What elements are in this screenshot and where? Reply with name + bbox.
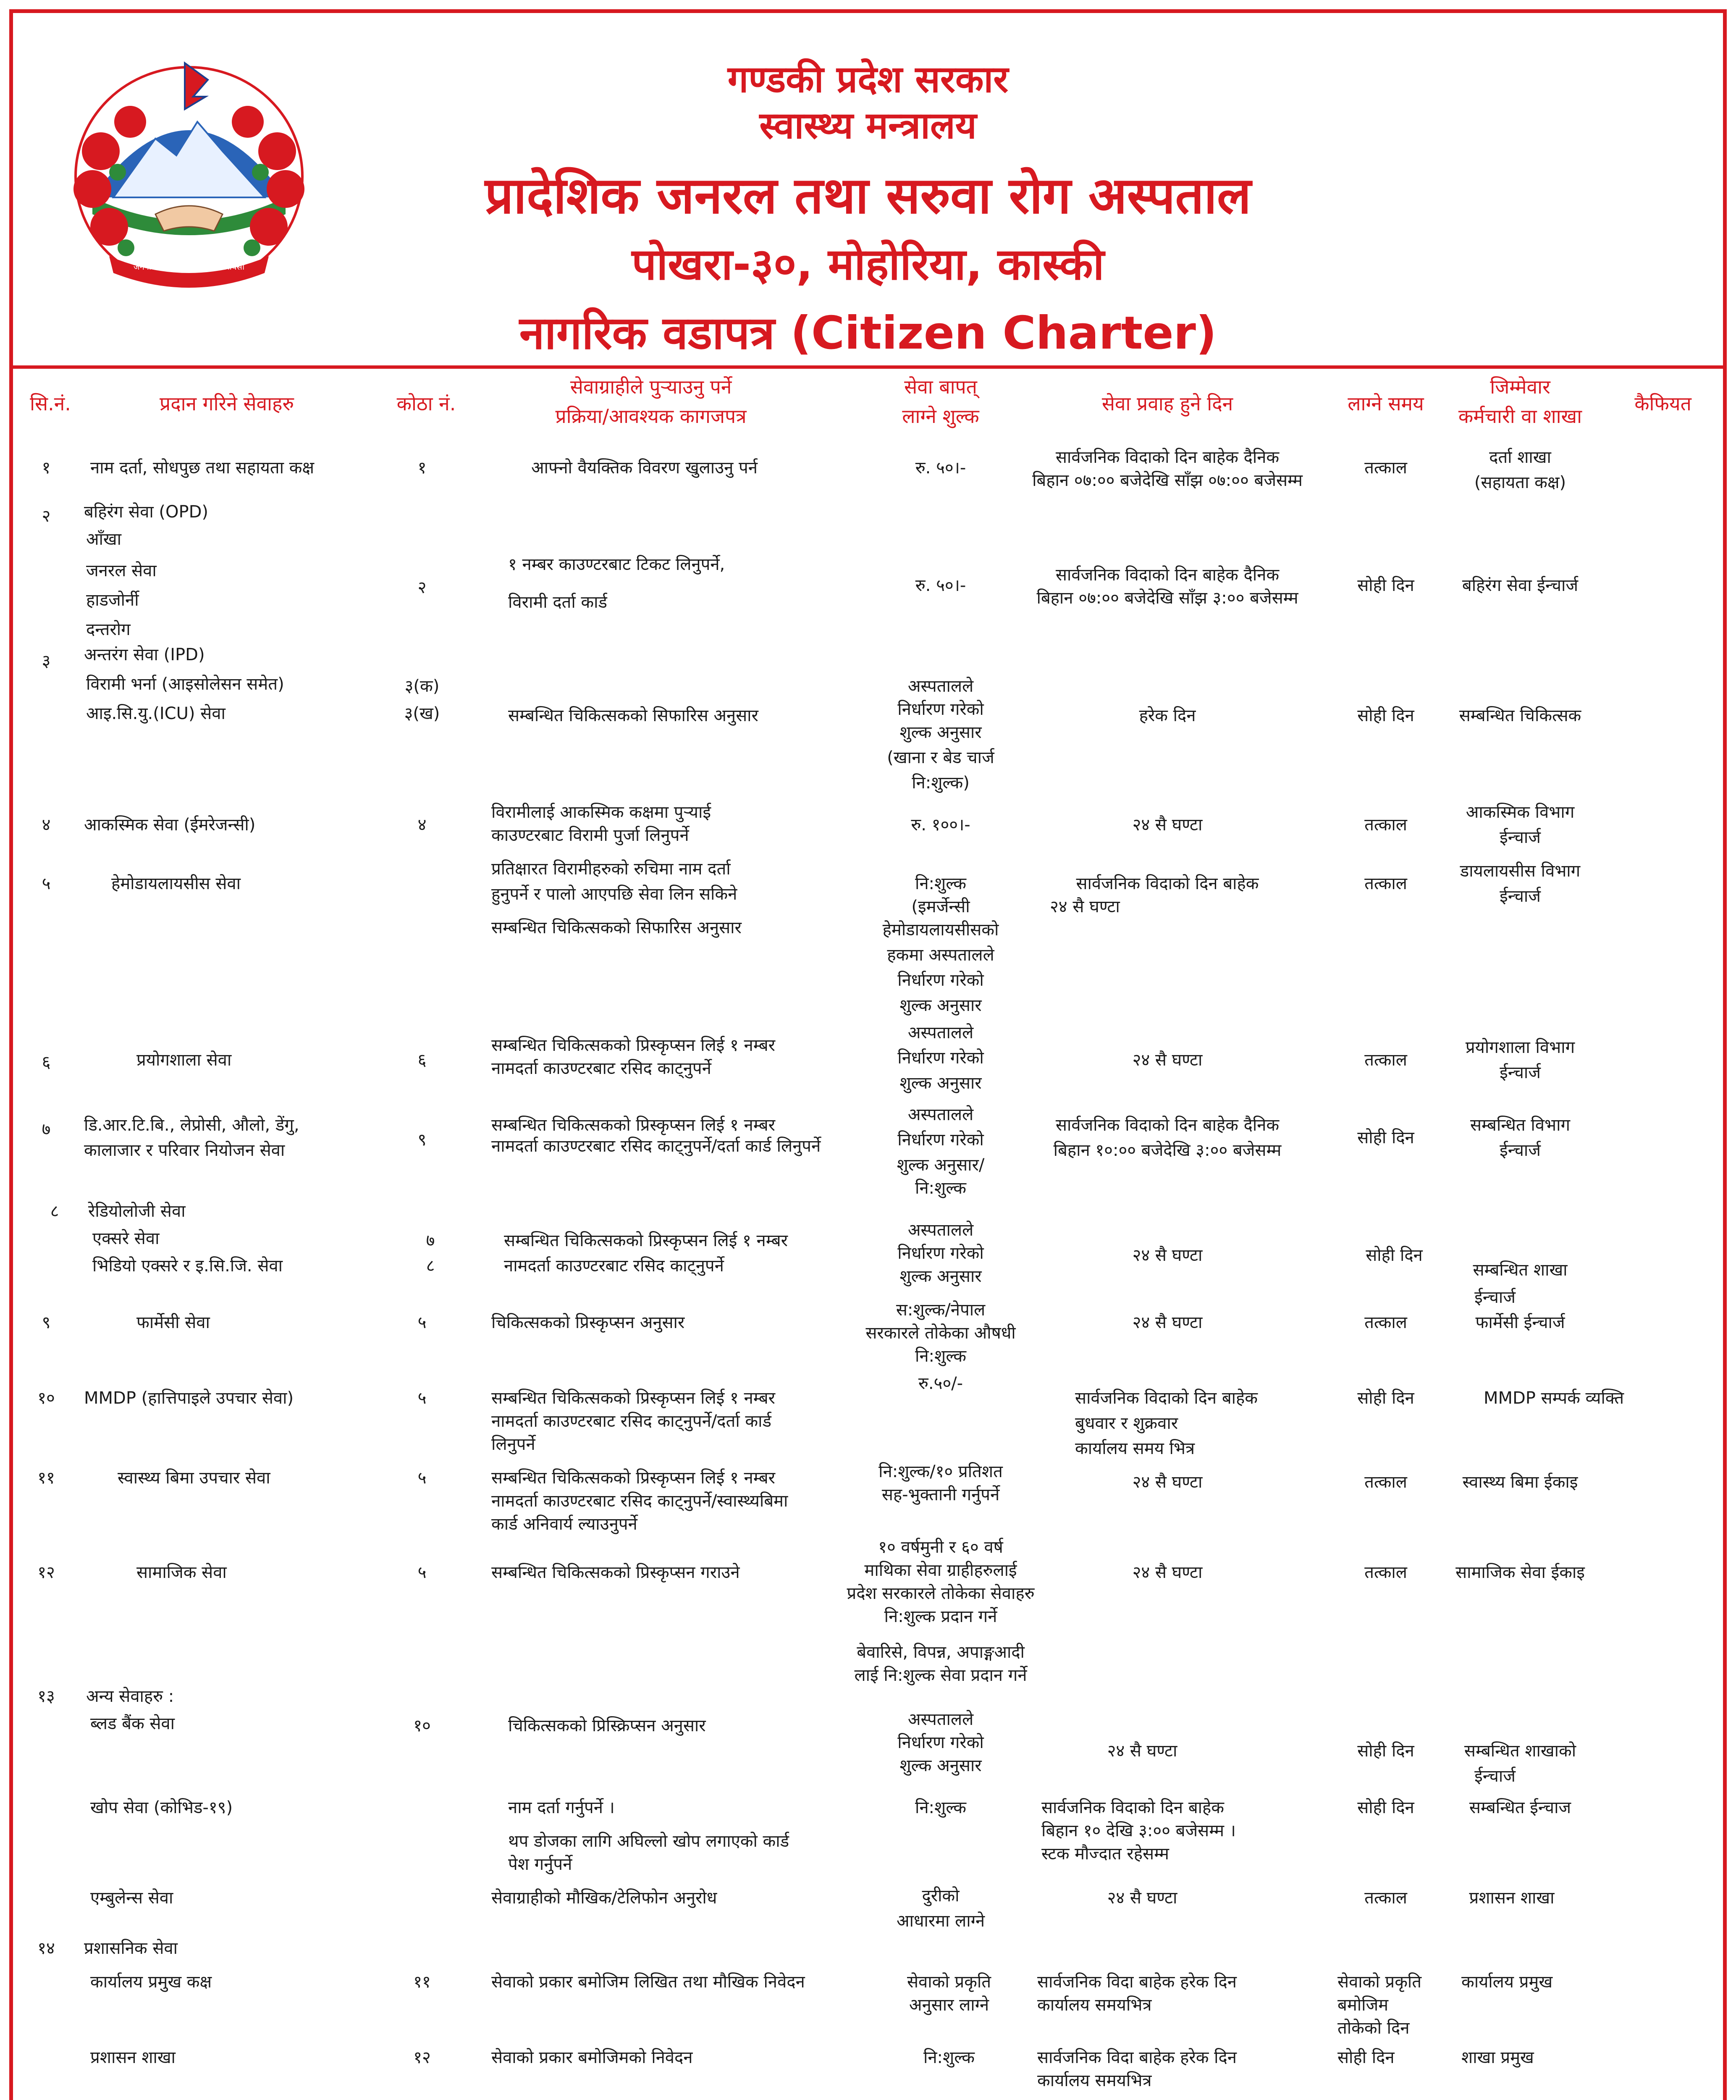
row9-room: ५ xyxy=(417,1313,427,1332)
row13b-resp: सम्बन्धित ईन्चाज xyxy=(1469,1798,1571,1817)
row13c-resp: प्रशासन शाखा xyxy=(1469,1888,1555,1908)
row14a-service: कार्यालय प्रमुख कक्ष xyxy=(90,1972,212,1992)
row2-sub1: आँखा xyxy=(86,530,121,549)
row7-time: सोही दिन xyxy=(1357,1128,1414,1147)
row5-docs-3: सम्बन्धित चिकित्सकको सिफारिस अनुसार xyxy=(491,918,742,937)
row8-sn: ८ xyxy=(50,1202,59,1221)
row7-resp-1: सम्बन्धित विभाग xyxy=(1470,1116,1571,1135)
row3-room-1: ३(क) xyxy=(404,677,440,696)
row11-sn: ११ xyxy=(37,1468,55,1488)
row12-service: सामाजिक सेवा xyxy=(136,1563,227,1582)
row6-time: तत्काल xyxy=(1364,1050,1407,1070)
row7-docs-2: नामदर्ता काउण्टरबाट रसिद काट्नुपर्ने/दर्ता कार्ड लिनुपर्ने xyxy=(491,1137,821,1156)
row2-sn: २ xyxy=(42,507,51,526)
row2-days-2: बिहान ०७:०० बजेदेखि साँझ ३:०० बजेसम्म xyxy=(1036,588,1298,608)
row2-docs-2: विरामी दर्ता कार्ड xyxy=(508,593,607,612)
row3-time: सोही दिन xyxy=(1357,706,1414,725)
row5-fee-5: निर्धारण गरेको xyxy=(897,971,984,990)
row1-resp-2: (सहायता कक्ष) xyxy=(1474,473,1566,492)
row14a-fee-2: अनुसार लाग्ने xyxy=(909,1995,989,2015)
row1-fee: रु. ५०।- xyxy=(915,458,966,478)
row11-docs-1: सम्बन्धित चिकित्सकको प्रिस्कृप्सन लिई १ नम्बर xyxy=(491,1468,775,1488)
row13b-docs-3: पेश गर्नुपर्ने xyxy=(508,1855,572,1874)
row1-room: १ xyxy=(417,458,427,478)
row7-service-1: डि.आर.टि.बि., लेप्रोसी, औलो, डेंगु, xyxy=(84,1116,299,1135)
row12-fee-5: बेवारिसे, विपन्न, अपाङ्गआदी xyxy=(857,1643,1025,1662)
row2-room: २ xyxy=(417,578,427,597)
row3-resp: सम्बन्धित चिकित्सक xyxy=(1459,706,1581,725)
row2-fee: रु. ५०।- xyxy=(915,576,966,595)
row12-resp: सामाजिक सेवा ईकाइ xyxy=(1455,1563,1585,1582)
row3-fee-3: शुल्क अनुसार xyxy=(899,723,982,742)
row8-time: सोही दिन xyxy=(1366,1246,1423,1265)
row14a-time-3: तोकेको दिन xyxy=(1337,2019,1410,2038)
row12-fee-3: प्रदेश सरकारले तोकेका सेवाहरु xyxy=(847,1584,1035,1603)
row10-service: MMDP (हात्तिपाइले उपचार सेवा) xyxy=(84,1389,294,1408)
row11-docs-2: नामदर्ता काउण्टरबाट रसिद काट्नुपर्ने/स्वास्थ्यबिमा xyxy=(491,1491,788,1511)
row6-service: प्रयोगशाला सेवा xyxy=(136,1050,232,1070)
row5-fee-6: शुल्क अनुसार xyxy=(899,996,982,1015)
row1-service: नाम दर्ता, सोधपुछ तथा सहायता कक्ष xyxy=(90,458,315,478)
row13a-resp-2: ईन्चार्ज xyxy=(1474,1767,1516,1786)
row5-sn: ५ xyxy=(42,874,51,893)
row5-days-1: सार्वजनिक विदाको दिन बाहेक xyxy=(1076,874,1259,893)
row7-docs-1: सम्बन्धित चिकित्सकको प्रिस्कृप्सन लिई १ नम्बर xyxy=(491,1116,775,1135)
row1-sn: १ xyxy=(42,458,51,478)
address-title: पोखरा-३०, मोहोरिया, कास्की xyxy=(632,239,1104,290)
row7-fee-3: शुल्क अनुसार/ xyxy=(897,1155,985,1175)
ministry-title: स्वास्थ्य मन्त्रालय xyxy=(759,104,977,147)
row12-fee-2: माथिका सेवा ग्राहीहरुलाई xyxy=(864,1561,1017,1580)
row12-time: तत्काल xyxy=(1364,1563,1407,1582)
row10-docs-2: नामदर्ता काउण्टरबाट रसिद काट्नुपर्ने/दर्ता कार्ड xyxy=(491,1412,771,1431)
row9-days: २४ सै घण्टा xyxy=(1132,1313,1203,1332)
col-docs-line2: प्रक्रिया/आवश्यक कागजपत्र xyxy=(555,405,747,428)
row8-days: २४ सै घण्टा xyxy=(1132,1246,1203,1265)
row6-resp-1: प्रयोगशाला विभाग xyxy=(1465,1038,1575,1057)
row6-docs-1: सम्बन्धित चिकित्सकको प्रिस्कृप्सन लिई १ नम्बर xyxy=(491,1036,775,1055)
row10-time: सोही दिन xyxy=(1357,1389,1414,1408)
row10-fee: रु.५०/- xyxy=(918,1374,963,1393)
row7-resp-2: ईन्चार्ज xyxy=(1500,1141,1541,1160)
row14b-service: प्रशासन शाखा xyxy=(90,2048,176,2067)
row8-fee-1: अस्पतालले xyxy=(907,1221,974,1240)
row8-service: रेडियोलोजी सेवा xyxy=(88,1202,186,1221)
row6-days: २४ सै घण्टा xyxy=(1132,1050,1203,1070)
row4-docs-1: विरामीलाई आकस्मिक कक्षमा पुर्‍याई xyxy=(491,803,711,822)
row8-fee-3: शुल्क अनुसार xyxy=(899,1267,982,1286)
row12-fee-4: नि:शुल्क प्रदान गर्ने xyxy=(884,1607,997,1626)
row5-days-2: २४ सै घण्टा xyxy=(1050,897,1120,916)
row13a-fee-2: निर्धारण गरेको xyxy=(897,1733,984,1752)
row8-docs-1: सम्बन्धित चिकित्सकको प्रिस्कृप्सन लिई १ नम्बर xyxy=(504,1231,788,1250)
row3-sub1: विरामी भर्ना (आइसोलेसन समेत) xyxy=(86,675,284,694)
hospital-title: प्रादेशिक जनरल तथा सरुवा रोग अस्पताल xyxy=(485,167,1251,225)
col-resp-line1: जिम्मेवार xyxy=(1490,375,1550,398)
row13c-docs: सेवाग्राहीको मौखिक/टेलिफोन अनुरोध xyxy=(491,1888,717,1908)
row4-fee: रु. १००।- xyxy=(911,815,970,835)
row12-fee-6: लाई नि:शुल्क सेवा प्रदान गर्ने xyxy=(854,1666,1027,1685)
row8-sub2: भिडियो एक्सरे र इ.सि.जि. सेवा xyxy=(92,1256,283,1276)
row1-docs: आफ्नो वैयक्तिक विवरण खुलाउनु पर्न xyxy=(531,458,758,478)
row14b-room: १२ xyxy=(413,2048,431,2067)
row5-docs-1: प्रतिक्षारत विरामीहरुको रुचिमा नाम दर्ता xyxy=(491,859,731,879)
row3-docs: सम्बन्धित चिकित्सकको सिफारिस अनुसार xyxy=(508,706,758,725)
row1-resp-1: दर्ता शाखा xyxy=(1489,448,1551,467)
row11-fee-2: सह-भुक्तानी गर्नुपर्ने xyxy=(881,1485,1000,1504)
col-service: प्रदान गरिने सेवाहरु xyxy=(160,392,294,415)
row14-sn: १४ xyxy=(37,1939,55,1958)
row9-service: फार्मेसी सेवा xyxy=(136,1313,210,1332)
row14a-docs: सेवाको प्रकार बमोजिम लिखित तथा मौखिक निवेदन xyxy=(491,1972,805,1992)
row11-resp: स्वास्थ्य बिमा ईकाइ xyxy=(1462,1473,1578,1492)
row5-fee-1: नि:शुल्क xyxy=(915,874,966,893)
row5-docs-2: हुनुपर्ने र पालो आएपछि सेवा लिन सकिने xyxy=(491,885,737,904)
row14a-room: ११ xyxy=(413,1972,431,1992)
row2-sub4: दन्तरोग xyxy=(86,620,131,639)
row13a-room: १० xyxy=(413,1716,431,1735)
col-sn: सि.नं. xyxy=(30,392,71,415)
row7-sn: ७ xyxy=(42,1120,51,1139)
row14b-days-2: कार्यालय समयभित्र xyxy=(1037,2071,1152,2090)
row13-sn: १३ xyxy=(37,1687,55,1706)
row4-time: तत्काल xyxy=(1364,815,1407,835)
row14-service: प्रशासनिक सेवा xyxy=(84,1939,178,1958)
row3-service: अन्तरंग सेवा (IPD) xyxy=(84,645,205,664)
row13b-docs-2: थप डोजका लागि अघिल्लो खोप लगाएको कार्ड xyxy=(508,1832,789,1851)
row13a-time: सोही दिन xyxy=(1357,1741,1414,1761)
row13c-fee-1: दुरीको xyxy=(922,1886,960,1906)
row14b-days-1: सार्वजनिक विदा बाहेक हरेक दिन xyxy=(1037,2048,1237,2067)
row13b-service: खोप सेवा (कोभिड-१९) xyxy=(90,1798,233,1817)
row8-room-2: ८ xyxy=(426,1256,435,1276)
row3-days: हरेक दिन xyxy=(1139,706,1196,725)
row13c-fee-2: आधारमा लाग्ने xyxy=(896,1911,985,1931)
row10-sn: १० xyxy=(37,1389,55,1408)
charter-title: नागरिक वडापत्र (Citizen Charter) xyxy=(519,307,1217,360)
row7-fee-2: निर्धारण गरेको xyxy=(897,1130,984,1150)
row10-resp: MMDP सम्पर्क व्यक्ति xyxy=(1483,1389,1624,1408)
col-docs-line1: सेवाग्राहीले पुर्‍याउनु पर्ने xyxy=(570,375,732,398)
row9-resp: फार्मेसी ईन्चार्ज xyxy=(1475,1313,1565,1332)
row5-fee-4: हकमा अस्पतालले xyxy=(887,945,994,965)
row11-service: स्वास्थ्य बिमा उपचार सेवा xyxy=(118,1468,270,1488)
row6-docs-2: नामदर्ता काउण्टरबाट रसिद काट्नुपर्ने xyxy=(491,1059,711,1078)
row13a-fee-3: शुल्क अनुसार xyxy=(899,1756,982,1775)
row13-service: अन्य सेवाहरु : xyxy=(86,1687,174,1706)
row4-resp-2: ईन्चार्ज xyxy=(1500,828,1541,847)
row6-fee-1: अस्पतालले xyxy=(907,1023,974,1042)
row2-days-1: सार्वजनिक विदाको दिन बाहेक दैनिक xyxy=(1055,565,1280,585)
row13a-docs: चिकित्सकको प्रिस्क्रिप्सन अनुसार xyxy=(508,1716,706,1735)
row12-room: ५ xyxy=(417,1563,427,1582)
row13b-fee: नि:शुल्क xyxy=(915,1798,966,1817)
row14b-resp: शाखा प्रमुख xyxy=(1461,2048,1534,2067)
row12-docs: सम्बन्धित चिकित्सकको प्रिस्कृप्सन गराउने xyxy=(491,1563,740,1582)
col-resp-line2: कर्मचारी वा शाखा xyxy=(1458,405,1582,428)
row10-room: ५ xyxy=(417,1389,427,1408)
row1-days-1: सार्वजनिक विदाको दिन बाहेक दैनिक xyxy=(1055,448,1280,467)
col-room: कोठा नं. xyxy=(396,392,456,415)
row2-sub2: जनरल सेवा xyxy=(86,561,157,580)
row6-fee-3: शुल्क अनुसार xyxy=(899,1074,982,1093)
row14b-docs: सेवाको प्रकार बमोजिमको निवेदन xyxy=(491,2048,693,2067)
row5-time: तत्काल xyxy=(1364,874,1407,893)
row4-room: ४ xyxy=(417,815,427,835)
row1-time: तत्काल xyxy=(1364,458,1407,478)
emblem-motto: जननी जन्मभूमिश्च स्वर्गादपि गरीयसी xyxy=(133,262,245,272)
row13c-service: एम्बुलेन्स सेवा xyxy=(90,1888,173,1908)
row10-docs-3: लिनुपर्ने xyxy=(491,1435,535,1454)
row9-fee-3: नि:शुल्क xyxy=(915,1347,966,1366)
row10-days-3: कार्यालय समय भित्र xyxy=(1075,1439,1195,1458)
row6-sn: ६ xyxy=(42,1053,51,1072)
row4-resp-1: आकस्मिक विभाग xyxy=(1466,803,1575,822)
header-divider xyxy=(9,365,1727,369)
row3-room-2: ३(ख) xyxy=(404,704,440,723)
row5-resp-2: ईन्चार्ज xyxy=(1500,887,1541,906)
row12-days: २४ सै घण्टा xyxy=(1132,1563,1203,1582)
row2-service: बहिरंग सेवा (OPD) xyxy=(84,502,209,522)
col-remarks: कैफियत xyxy=(1634,392,1691,415)
row9-fee-1: स:शुल्क/नेपाल xyxy=(896,1300,986,1320)
row6-fee-2: निर्धारण गरेको xyxy=(897,1048,984,1068)
row5-service: हेमोडायलायसीस सेवा xyxy=(111,874,241,893)
row10-docs-1: सम्बन्धित चिकित्सकको प्रिस्कृप्सन लिई १ नम्बर xyxy=(491,1389,775,1408)
row12-sn: १२ xyxy=(37,1563,55,1582)
row3-sub2: आइ.सि.यु.(ICU) सेवा xyxy=(86,704,226,723)
row11-docs-3: कार्ड अनिवार्य ल्याउनुपर्ने xyxy=(491,1515,637,1534)
row13a-resp-1: सम्बन्धित शाखाको xyxy=(1464,1741,1576,1761)
row5-fee-3: हेमोडायलायसीसको xyxy=(882,920,999,940)
row5-fee-2: (इमर्जेन्सी xyxy=(911,897,970,916)
row13c-time: तत्काल xyxy=(1364,1888,1407,1908)
row11-days: २४ सै घण्टा xyxy=(1132,1473,1203,1492)
row13c-days: २४ सै घण्टा xyxy=(1107,1888,1177,1908)
row7-fee-4: नि:शुल्क xyxy=(915,1179,966,1198)
row3-fee-1: अस्पतालले xyxy=(907,677,974,696)
row5-resp-1: डायलायसीस विभाग xyxy=(1460,861,1581,881)
col-days: सेवा प्रवाह हुने दिन xyxy=(1101,392,1233,415)
province-title: गण्डकी प्रदेश सरकार xyxy=(727,58,1009,101)
row7-room: ९ xyxy=(417,1130,427,1150)
row14a-fee-1: सेवाको प्रकृति xyxy=(907,1972,991,1992)
row9-sn: ९ xyxy=(42,1313,51,1332)
row8-resp-1: सम्बन्धित शाखा xyxy=(1473,1260,1568,1280)
row3-fee-4: (खाना र बेड चार्ज xyxy=(887,748,994,767)
col-fee-line1: सेवा बापत् xyxy=(904,375,977,398)
row6-room: ६ xyxy=(417,1050,427,1070)
row2-sub3: हाडजोर्नी xyxy=(86,591,139,610)
row8-sub1: एक्सरे सेवा xyxy=(92,1229,160,1248)
row13b-days-3: स्टक मौज्दात रहेसम्म xyxy=(1041,1844,1169,1864)
row9-time: तत्काल xyxy=(1364,1313,1407,1332)
row13a-service: ब्लड बैंक सेवा xyxy=(90,1714,175,1733)
row3-fee-2: निर्धारण गरेको xyxy=(897,700,984,719)
row9-fee-2: सरकारले तोकेका औषधी xyxy=(865,1323,1016,1343)
row8-docs-2: नामदर्ता काउण्टरबाट रसिद काट्नुपर्ने xyxy=(504,1256,724,1276)
row14a-days-2: कार्यालय समयभित्र xyxy=(1037,1995,1152,2015)
row13a-days: २४ सै घण्टा xyxy=(1107,1741,1177,1761)
row6-resp-2: ईन्चार्ज xyxy=(1500,1063,1541,1082)
col-fee-line2: लाग्ने शुल्क xyxy=(902,405,979,428)
row4-service: आकस्मिक सेवा (ईमरेजन्सी) xyxy=(84,815,256,835)
row2-time: सोही दिन xyxy=(1357,576,1414,595)
row13a-fee-1: अस्पतालले xyxy=(907,1710,974,1729)
row14b-fee: नि:शुल्क xyxy=(923,2048,975,2067)
row3-sn: ३ xyxy=(42,651,51,671)
row14a-days-1: सार्वजनिक विदा बाहेक हरेक दिन xyxy=(1037,1972,1237,1992)
row8-resp-2: ईन्चार्ज xyxy=(1474,1288,1516,1307)
row14a-time-1: सेवाको प्रकृति xyxy=(1337,1972,1422,1992)
row8-fee-2: निर्धारण गरेको xyxy=(897,1244,984,1263)
row3-fee-5: नि:शुल्क) xyxy=(912,773,970,793)
row4-docs-2: काउण्टरबाट विरामी पुर्जा लिनुपर्ने xyxy=(491,826,689,845)
row7-fee-1: अस्पतालले xyxy=(907,1105,974,1124)
row1-days-2: बिहान ०७:०० बजेदेखि साँझ ०७:०० बजेसम्म xyxy=(1032,471,1303,490)
row14b-time: सोही दिन xyxy=(1337,2048,1395,2067)
row2-docs-1: १ नम्बर काउण्टरबाट टिकट लिनुपर्ने, xyxy=(508,555,725,574)
row13b-days-1: सार्वजनिक विदाको दिन बाहेक xyxy=(1041,1798,1224,1817)
row7-service-2: कालाजार र परिवार नियोजन सेवा xyxy=(84,1141,285,1160)
row14a-time-2: बमोजिम xyxy=(1337,1995,1389,2015)
row13b-time: सोही दिन xyxy=(1357,1798,1414,1817)
row13b-days-2: बिहान १० देखि ३:०० बजेसम्म । xyxy=(1041,1821,1236,1840)
row9-docs: चिकित्सकको प्रिस्कृप्सन अनुसार xyxy=(491,1313,685,1332)
row12-fee-1: १० वर्षमुनी र ६० वर्ष xyxy=(878,1538,1003,1557)
row14a-resp: कार्यालय प्रमुख xyxy=(1461,1972,1553,1992)
col-time: लाग्ने समय xyxy=(1348,392,1424,415)
row11-fee-1: नि:शुल्क/१० प्रतिशत xyxy=(878,1462,1003,1481)
row4-days: २४ सै घण्टा xyxy=(1132,815,1203,835)
row7-days-1: सार्वजनिक विदाको दिन बाहेक दैनिक xyxy=(1055,1116,1280,1135)
row8-room-1: ७ xyxy=(426,1231,435,1250)
row11-room: ५ xyxy=(417,1468,427,1488)
row2-resp: बहिरंग सेवा ईन्चार्ज xyxy=(1462,576,1579,595)
row10-days-1: सार्वजनिक विदाको दिन बाहेक xyxy=(1075,1389,1258,1408)
row4-sn: ४ xyxy=(42,815,51,835)
row10-days-2: बुधवार र शुक्रवार xyxy=(1075,1414,1178,1433)
row11-time: तत्काल xyxy=(1364,1473,1407,1492)
row13b-docs-1: नाम दर्ता गर्नुपर्ने । xyxy=(508,1798,615,1817)
row7-days-2: बिहान १०:०० बजेदेखि ३:०० बजेसम्म xyxy=(1053,1141,1282,1160)
